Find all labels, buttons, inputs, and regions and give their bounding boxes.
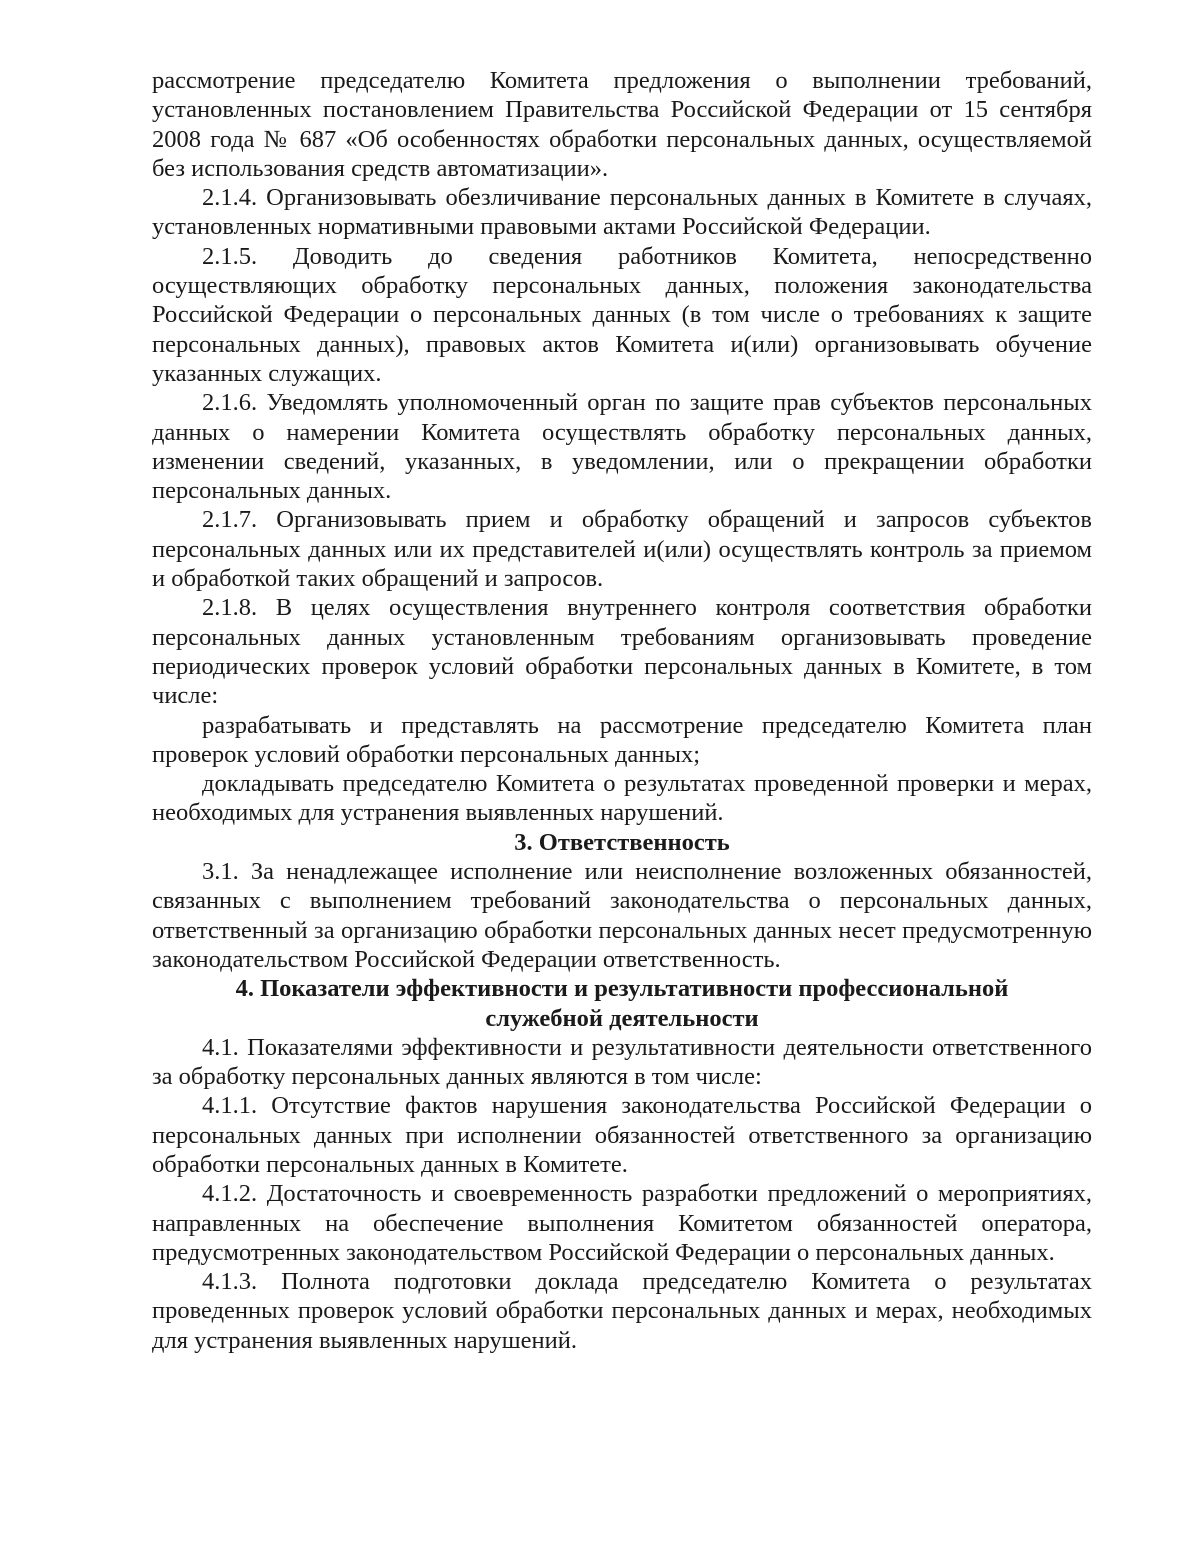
section-4-heading-line2: служебной деятельности	[485, 1004, 759, 1032]
paragraph-3-1: 3.1. За ненадлежащее исполнение или неисполнение возложенных обязанностей, связанных с выполнением требований законодательства о персональных данных, ответственный за организацию обработки персональных данных несет предусмотренную законодательством Российской Федерации ответственность.	[152, 858, 1092, 973]
paragraph-2-1-5: 2.1.5. Доводить до сведения работников Комитета, непосредственно осуществляющих обработку персональных данных, положения законодательства Российской Федерации о персональных данных (в том числе о требованиях к защите персональных данных), правовых актов Комитета и(или) организовывать обучение указанных служащих.	[152, 242, 1092, 387]
paragraph-2-1-8-item-plan: разрабатывать и представлять на рассмотрение председателю Комитета план проверок условий обработки персональных данных;	[152, 711, 1092, 768]
paragraph-2-1-8: 2.1.8. В целях осуществления внутреннего контроля соответствия обработки персональных данных установленным требованиям организовывать проведение периодических проверок условий обработки персональных данных в Комитете, в том числе:	[152, 594, 1092, 710]
document-page	[152, 66, 1092, 1355]
paragraph-4-1: 4.1. Показателями эффективности и результативности деятельности ответственного за обработку персональных данных являются в том числе:	[152, 1033, 1092, 1091]
section-3-heading: 3. Ответственность	[514, 828, 730, 856]
paragraph-2-1-4: 2.1.4. Организовывать обезличивание персональных данных в Комитете в случаях, установленных нормативными правовыми актами Российской Федерации.	[152, 184, 1092, 241]
section-4-heading-line1: 4. Показатели эффективности и результативности профессиональной	[235, 975, 1009, 1003]
paragraph-continuation: рассмотрение председателю Комитета предложения о выполнении требований, установленных постановлением Правительства Российской Федерации от 15 сентября 2008 года № 687 «Об особенностях обработки персональных данных, осуществляемой без использования средств автоматизации».	[152, 67, 1092, 182]
paragraph-4-1-3: 4.1.3. Полнота подготовки доклада председателю Комитета о результатах проведенных проверок условий обработки персональных данных и мерах, необходимых для устранения выявленных нарушений.	[152, 1268, 1092, 1354]
paragraph-2-1-7: 2.1.7. Организовывать прием и обработку обращений и запросов субъектов персональных данных или их представителей и(или) осуществлять контроль за приемом и обработкой таких обращений и запросов.	[152, 506, 1092, 593]
paragraph-4-1-1: 4.1.1. Отсутствие фактов нарушения законодательства Российской Федерации о персональных данных при исполнении обязанностей ответственного за организацию обработки персональных данных в Комитете.	[152, 1092, 1092, 1178]
paragraph-4-1-2: 4.1.2. Достаточность и своевременность разработки предложений о мероприятиях, направленных на обеспечение выполнения Комитетом обязанностей оператора, предусмотренных законодательством Российской Федерации о персональных данных.	[152, 1180, 1092, 1266]
paragraph-2-1-6: 2.1.6. Уведомлять уполномоченный орган по защите прав субъектов персональных данных о намерении Комитета осуществлять обработку персональных данных, изменении сведений, указанных, в уведомлении, или о прекращении обработки персональных данных.	[152, 389, 1092, 505]
paragraph-2-1-8-item-report: докладывать председателю Комитета о результатах проведенной проверки и мерах, необходимых для устранения выявленных нарушений.	[152, 770, 1092, 827]
